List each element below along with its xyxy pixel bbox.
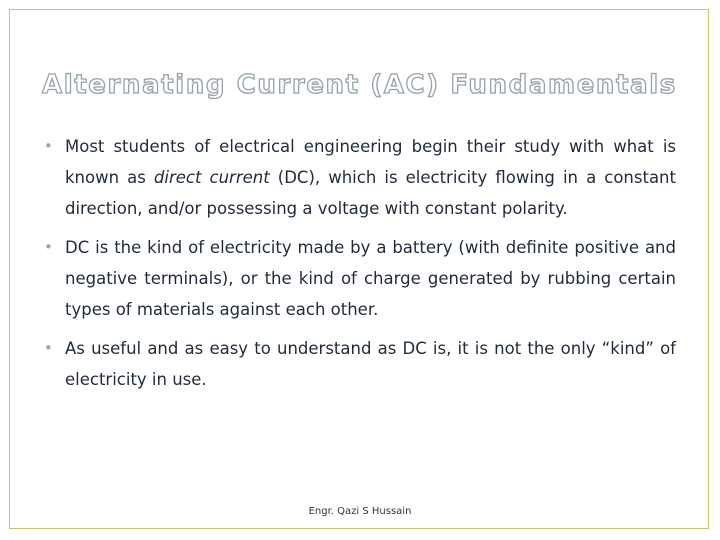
emphasis-text: direct current: [153, 168, 270, 187]
bullet-item: [42, 131, 676, 224]
bullet-item: [42, 232, 676, 325]
bullet-icon: •: [44, 238, 53, 256]
bullet-list: [42, 131, 676, 403]
bullet-text: Most students of electrical engineering begin their study with what is known as: [65, 137, 676, 187]
bullet-text: (DC), which is electricity flowing in a constant direction, and/or possessing a voltage with constant polarity.: [65, 168, 676, 218]
slide-title: Alternating Current (AC) Fundamentals: [42, 70, 677, 100]
slide-footer: Engr. Qazi S Hussain: [308, 506, 412, 517]
bullet-item: [42, 333, 676, 395]
bullet-text: As useful and as easy to understand as DC is, it is not the only “kind” of electricity in use.: [65, 339, 676, 389]
bullet-icon: •: [44, 339, 53, 357]
bullet-text: DC is the kind of electricity made by a battery (with definite positive and negative terminals), or the kind of charge generated by rubbing certain types of materials against each other.: [65, 238, 676, 319]
bullet-icon: •: [44, 137, 53, 155]
